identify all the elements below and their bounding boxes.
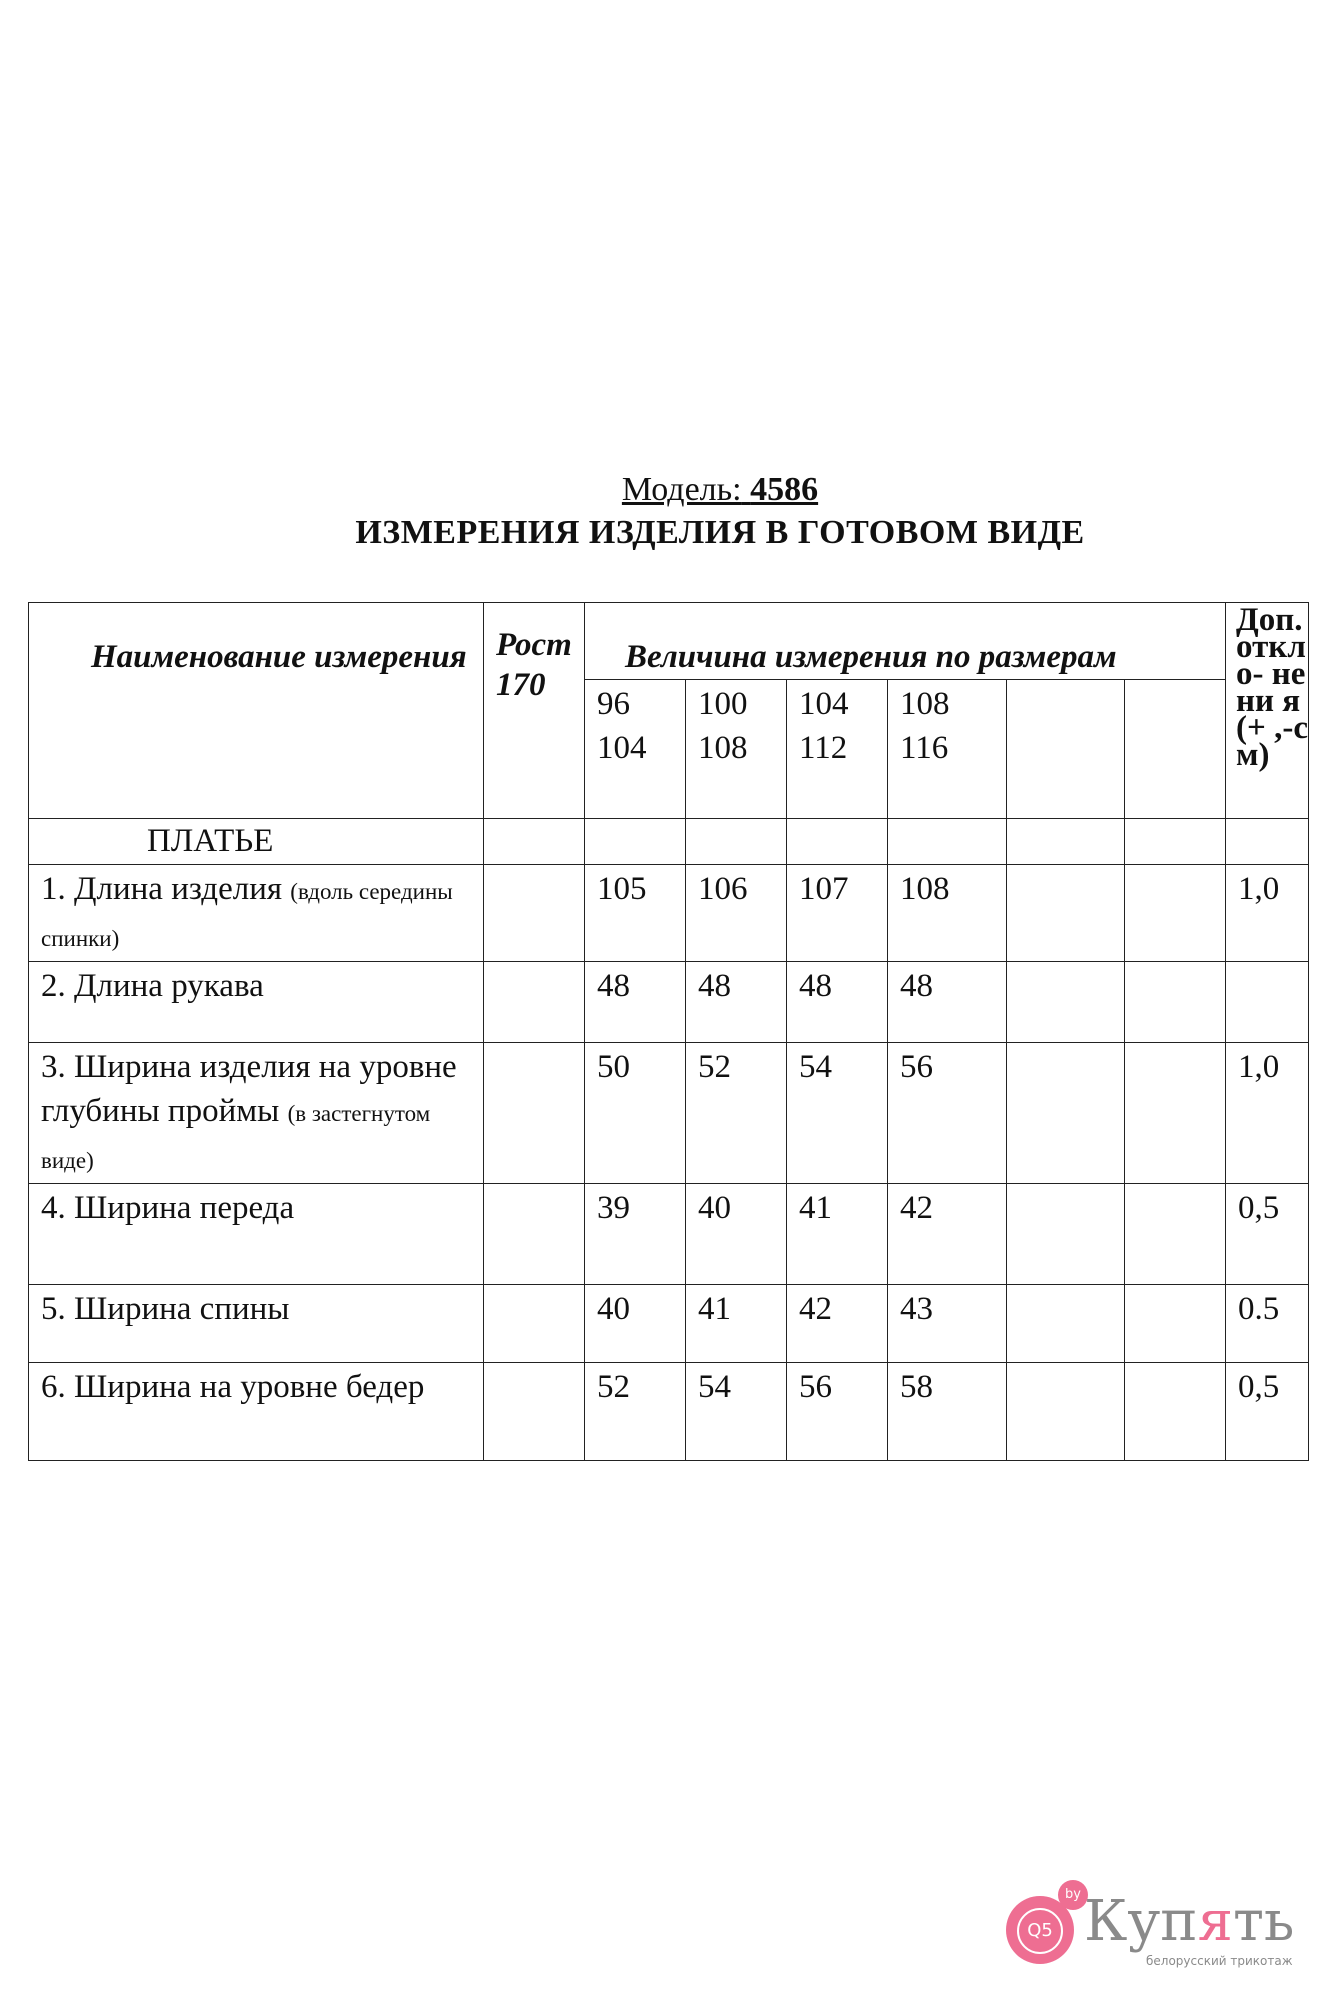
tolerance-cell bbox=[1226, 962, 1309, 1043]
logo-tagline: белорусский трикотаж bbox=[1146, 1954, 1293, 1968]
value-cell: 108 bbox=[888, 865, 1007, 962]
value-cell: 39 bbox=[585, 1184, 686, 1285]
tolerance-cell: 0.5 bbox=[1226, 1285, 1309, 1363]
model-number: 4586 bbox=[750, 471, 819, 508]
empty-cell bbox=[888, 819, 1007, 865]
value-cell: 56 bbox=[787, 1363, 888, 1461]
height-label: Рост bbox=[496, 627, 572, 663]
empty-cell bbox=[484, 1043, 585, 1184]
tolerance-cell: 0,5 bbox=[1226, 1184, 1309, 1285]
empty-cell bbox=[1226, 819, 1309, 865]
empty-cell bbox=[1125, 1184, 1226, 1285]
measurements-table bbox=[28, 602, 1309, 1461]
value-cell: 48 bbox=[585, 962, 686, 1043]
measurement-name: 5. Ширина спины bbox=[29, 1285, 484, 1363]
value-cell: 52 bbox=[686, 1043, 787, 1184]
empty-cell bbox=[484, 962, 585, 1043]
size-column: 100 108 bbox=[686, 680, 787, 819]
measurement-name: 4. Ширина переда bbox=[29, 1184, 484, 1285]
title-block bbox=[0, 470, 1333, 556]
model-label: Модель: 4586 bbox=[621, 471, 819, 508]
logo-badge-icon: by bbox=[1058, 1880, 1088, 1910]
empty-cell bbox=[484, 1285, 585, 1363]
table-row bbox=[29, 962, 1309, 1043]
empty-cell bbox=[1125, 680, 1226, 819]
value-cell: 40 bbox=[585, 1285, 686, 1363]
empty-cell bbox=[585, 819, 686, 865]
table-row bbox=[29, 1184, 1309, 1285]
empty-cell bbox=[1007, 819, 1125, 865]
empty-cell bbox=[1007, 1363, 1125, 1461]
measurement-name: 1. Длина изделия (вдоль середины спинки) bbox=[29, 865, 484, 962]
measurement-note: (в застегнутом виде) bbox=[41, 1101, 431, 1173]
empty-cell bbox=[1007, 962, 1125, 1043]
empty-cell bbox=[484, 1363, 585, 1461]
value-cell: 48 bbox=[888, 962, 1007, 1043]
value-cell: 43 bbox=[888, 1285, 1007, 1363]
value-cell: 42 bbox=[787, 1285, 888, 1363]
empty-cell bbox=[1125, 1285, 1226, 1363]
header-height-cell bbox=[484, 603, 585, 819]
size-column: 96 104 bbox=[585, 680, 686, 819]
value-cell: 52 bbox=[585, 1363, 686, 1461]
value-cell: 42 bbox=[888, 1184, 1007, 1285]
logo-wordmark: Купять bbox=[1084, 1889, 1295, 1954]
table-row bbox=[29, 1363, 1309, 1461]
table-row bbox=[29, 865, 1309, 962]
table-row bbox=[29, 1285, 1309, 1363]
empty-cell bbox=[1007, 1184, 1125, 1285]
empty-cell bbox=[1125, 962, 1226, 1043]
value-cell: 106 bbox=[686, 865, 787, 962]
empty-cell bbox=[1007, 1043, 1125, 1184]
model-line bbox=[0, 470, 1333, 510]
value-cell: 105 bbox=[585, 865, 686, 962]
value-cell: 41 bbox=[787, 1184, 888, 1285]
empty-cell bbox=[484, 1184, 585, 1285]
measurement-note: (вдоль середины спинки) bbox=[41, 879, 453, 951]
value-cell: 48 bbox=[787, 962, 888, 1043]
value-cell: 58 bbox=[888, 1363, 1007, 1461]
measurement-name: 3. Ширина изделия на уровне глубины проймы (в застегнутом виде) bbox=[29, 1043, 484, 1184]
section-title: ПЛАТЬЕ bbox=[29, 819, 484, 865]
value-cell: 54 bbox=[787, 1043, 888, 1184]
empty-cell bbox=[1125, 1363, 1226, 1461]
empty-cell bbox=[1007, 865, 1125, 962]
empty-cell bbox=[1125, 1043, 1226, 1184]
size-column: 104 112 bbox=[787, 680, 888, 819]
brand-logo bbox=[1006, 1880, 1306, 1970]
value-cell: 56 bbox=[888, 1043, 1007, 1184]
empty-cell bbox=[484, 819, 585, 865]
logo-circle-icon: Q5 bbox=[1006, 1896, 1074, 1964]
value-cell: 50 bbox=[585, 1043, 686, 1184]
tolerance-cell: 1,0 bbox=[1226, 865, 1309, 962]
measurement-name: 2. Длина рукава bbox=[29, 962, 484, 1043]
value-cell: 41 bbox=[686, 1285, 787, 1363]
tolerance-cell: 1,0 bbox=[1226, 1043, 1309, 1184]
measurement-name: 6. Ширина на уровне бедер bbox=[29, 1363, 484, 1461]
value-cell: 54 bbox=[686, 1363, 787, 1461]
empty-cell bbox=[1125, 865, 1226, 962]
document-title: ИЗМЕРЕНИЯ ИЗДЕЛИЯ В ГОТОВОМ ВИДЕ bbox=[355, 514, 1085, 551]
header-sizes-title: Величина измерения по размерам bbox=[585, 603, 1226, 680]
value-cell: 40 bbox=[686, 1184, 787, 1285]
tolerance-cell: 0,5 bbox=[1226, 1363, 1309, 1461]
empty-cell bbox=[787, 819, 888, 865]
header-name-cell: Наименование измерения bbox=[29, 603, 484, 819]
empty-cell bbox=[1007, 1285, 1125, 1363]
empty-cell bbox=[484, 865, 585, 962]
size-column: 108 116 bbox=[888, 680, 1007, 819]
empty-cell bbox=[686, 819, 787, 865]
value-cell: 107 bbox=[787, 865, 888, 962]
table-row bbox=[29, 1043, 1309, 1184]
header-tolerance-cell: Доп. откл о- нени я (+ ,-см) bbox=[1226, 603, 1309, 819]
empty-cell bbox=[1125, 819, 1226, 865]
empty-cell bbox=[1007, 680, 1125, 819]
value-cell: 48 bbox=[686, 962, 787, 1043]
height-value: 170 bbox=[496, 667, 546, 703]
